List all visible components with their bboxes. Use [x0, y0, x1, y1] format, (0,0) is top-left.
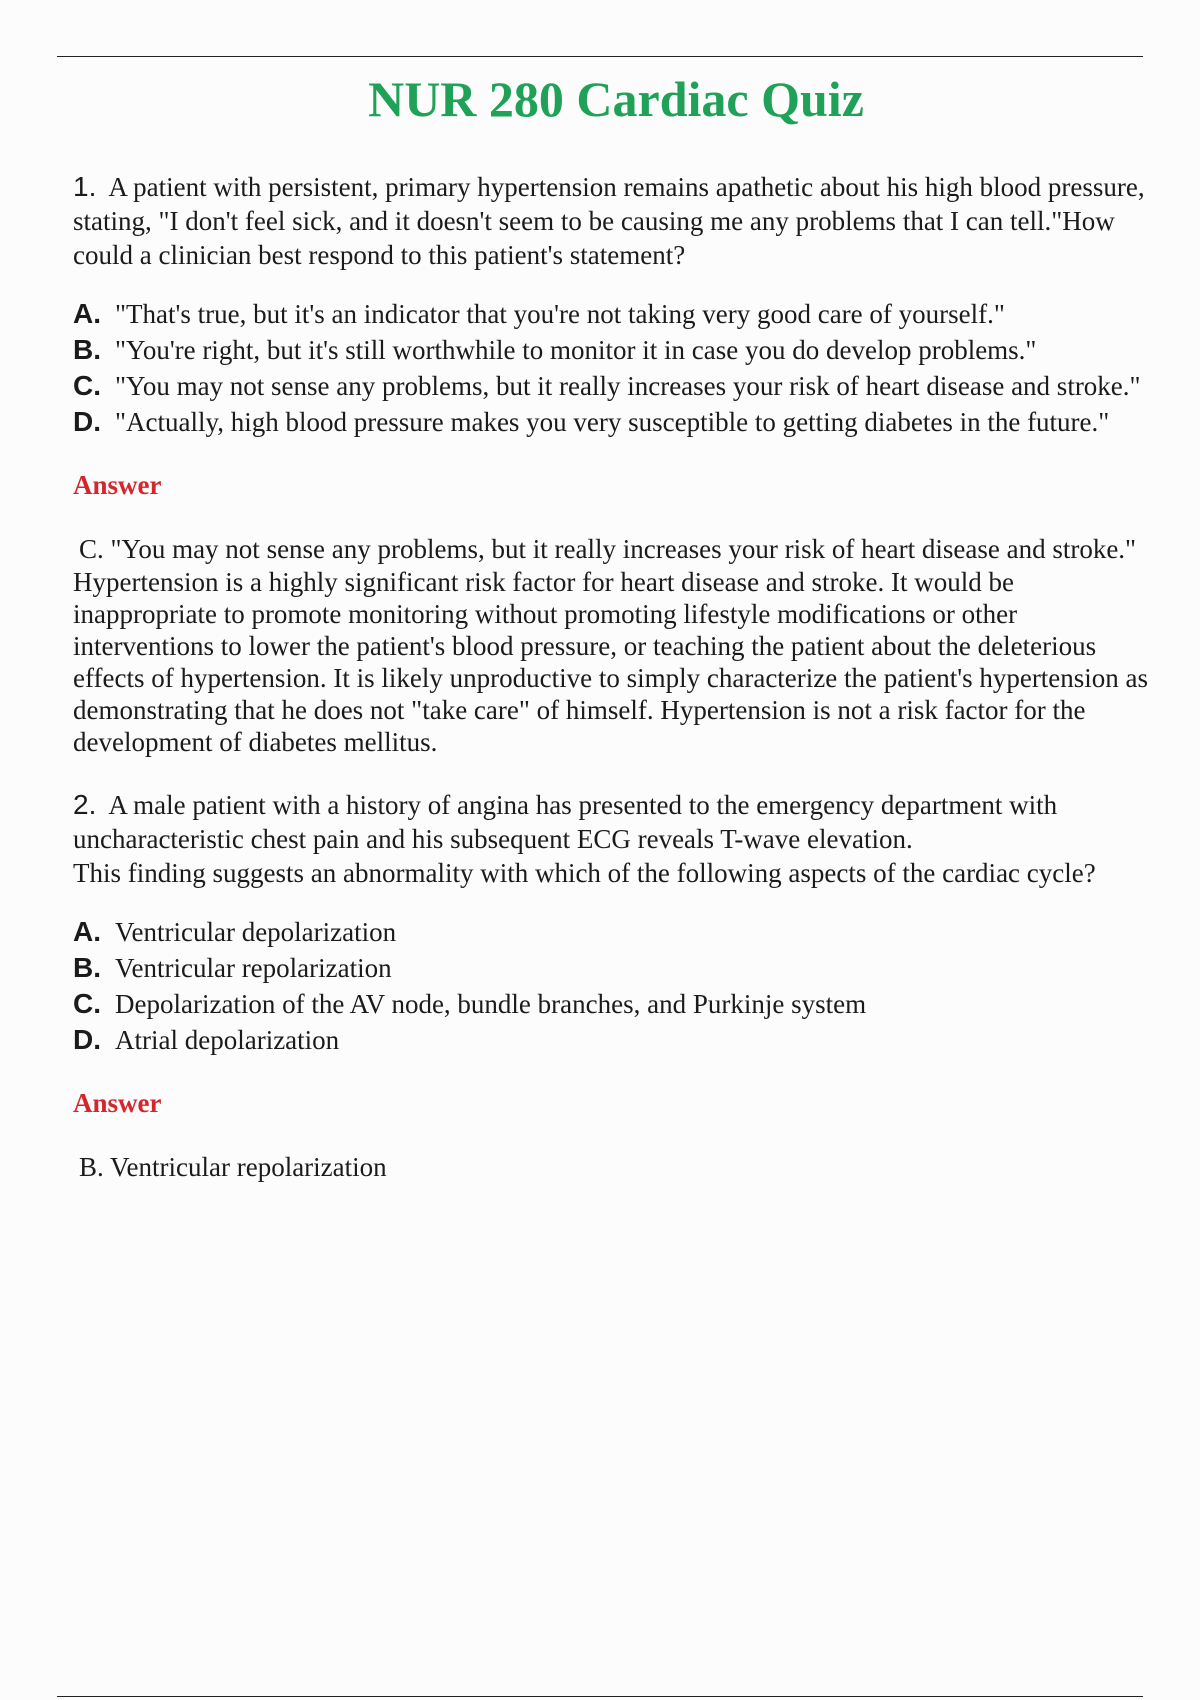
question-stem: A patient with persistent, primary hypertension remains apathetic about his high blood pressure, stating, "I don't feel sick, and it doesn't seem to be causing me any problems that I can tell."How could a clinician best respond to this patient's statement? — [73, 172, 1145, 270]
option-label: C. — [73, 370, 101, 401]
option-c — [73, 370, 1153, 402]
question-stem-continued: This finding suggests an abnormality with which of the following aspects of the cardiac cycle? — [73, 858, 1096, 888]
bottom-rule — [57, 1696, 1143, 1697]
answer-text: B. Ventricular repolarization — [79, 1152, 387, 1182]
question-number: 2. — [73, 789, 97, 820]
option-text: Depolarization of the AV node, bundle branches, and Purkinje system — [115, 989, 867, 1019]
option-label: B. — [73, 334, 101, 365]
question-2-text — [73, 788, 1153, 890]
option-c — [73, 988, 1153, 1020]
answer-text: C. "You may not sense any problems, but it really increases your risk of heart disease and stroke." — [79, 534, 1137, 564]
option-b — [73, 334, 1153, 366]
question-number: 1. — [73, 171, 97, 202]
option-text: "You may not sense any problems, but it really increases your risk of heart disease and stroke." — [115, 371, 1141, 401]
option-text: Ventricular repolarization — [115, 953, 392, 983]
option-label: A. — [73, 298, 101, 329]
option-b — [73, 952, 1153, 984]
question-1 — [73, 170, 1153, 758]
answer-rationale: Hypertension is a highly significant risk factor for heart disease and stroke. It would be inappropriate to promote monitoring without promoting lifestyle modifications or other interventions to lower the patient's blood pressure, or teaching the patient about the deleterious effects of hypertension. It is likely unproductive to simply characterize the patient's hypertension as demonstrating that he does not "take care" of himself. Hypertension is not a risk factor for the development of diabetes mellitus. — [73, 567, 1149, 757]
question-2 — [73, 788, 1153, 1184]
option-label: B. — [73, 952, 101, 983]
page-title: NUR 280 Cardiac Quiz — [368, 71, 864, 127]
option-d — [73, 406, 1153, 438]
answer-heading: Answer — [73, 1088, 162, 1118]
option-d — [73, 1024, 1153, 1056]
option-label: C. — [73, 988, 101, 1019]
option-label: D. — [73, 406, 101, 437]
question-2-options — [73, 916, 1153, 1056]
option-text: "Actually, high blood pressure makes you very susceptible to getting diabetes in the future." — [115, 407, 1110, 437]
question-1-options — [73, 298, 1153, 438]
option-text: "That's true, but it's an indicator that you're not taking very good care of yourself." — [115, 299, 1005, 329]
top-rule — [57, 56, 1143, 57]
option-a — [73, 916, 1153, 948]
option-label: A. — [73, 916, 101, 947]
option-text: "You're right, but it's still worthwhile to monitor it in case you do develop problems." — [115, 335, 1037, 365]
quiz-content — [73, 170, 1153, 1184]
option-label: D. — [73, 1024, 101, 1055]
question-stem: A male patient with a history of angina has presented to the emergency department with uncharacteristic chest pain and his subsequent ECG reveals T-wave elevation. — [73, 790, 1058, 854]
option-text: Ventricular depolarization — [115, 917, 397, 947]
question-1-text — [73, 170, 1153, 272]
answer-heading: Answer — [73, 470, 162, 500]
option-a — [73, 298, 1153, 330]
option-text: Atrial depolarization — [115, 1025, 340, 1055]
